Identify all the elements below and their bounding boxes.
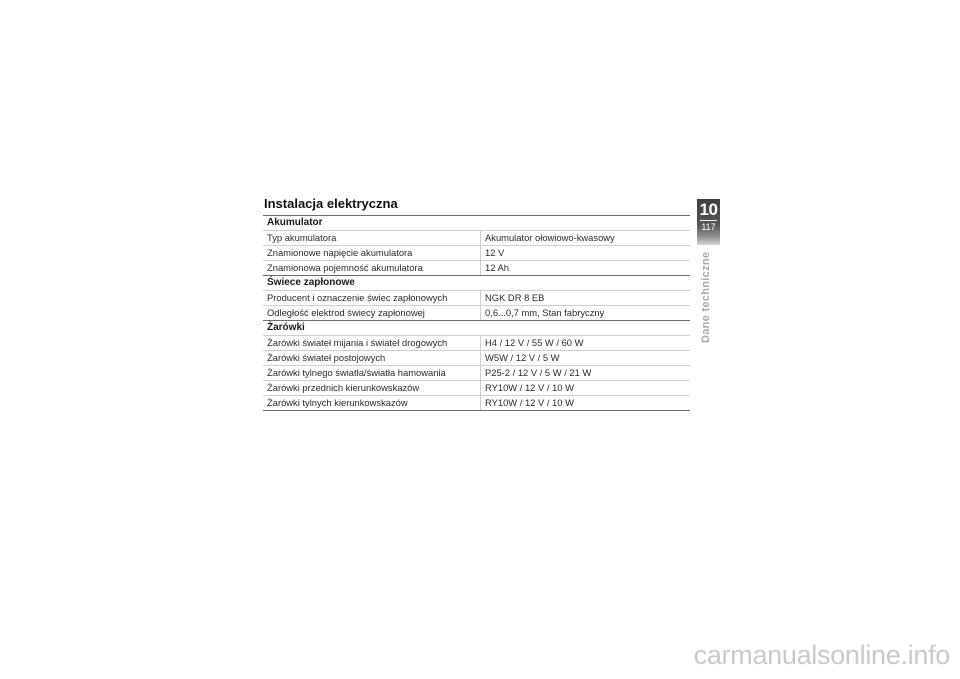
section-title: Instalacja elektryczna — [264, 196, 398, 211]
chapter-number: 10 — [699, 200, 718, 219]
row-label: Odległość elektrod świecy zapłonowej — [263, 306, 481, 320]
group-title: Żarówki — [263, 320, 690, 335]
row-label: Żarówki świateł postojowych — [263, 351, 481, 365]
row-value: P25-2 / 12 V / 5 W / 21 W — [485, 367, 592, 378]
row-value: 12 Ah — [485, 262, 509, 273]
row-value: RY10W / 12 V / 10 W — [485, 382, 574, 393]
table-row — [263, 395, 690, 411]
group-swiece-zaplonowe — [263, 275, 690, 320]
table-row — [263, 305, 690, 320]
row-value: NGK DR 8 EB — [485, 292, 545, 303]
table-row — [263, 380, 690, 395]
group-zarowki — [263, 320, 690, 411]
table-row — [263, 335, 690, 350]
row-label: Żarówki przednich kierunkowskazów — [263, 381, 481, 395]
row-value: 0,6...0,7 mm, Stan fabryczny — [485, 307, 605, 318]
table-row — [263, 260, 690, 275]
chapter-tab — [697, 199, 720, 245]
group-title: Akumulator — [263, 215, 690, 230]
row-value: RY10W / 12 V / 10 W — [485, 397, 574, 408]
group-title: Świece zapłonowe — [263, 275, 690, 290]
table-row — [263, 245, 690, 260]
chapter-divider — [700, 220, 717, 221]
row-label: Żarówki tylnych kierunkowskazów — [263, 396, 481, 410]
group-akumulator — [263, 215, 690, 275]
page-number: 117 — [701, 222, 716, 232]
row-value: Akumulator ołowiowo-kwasowy — [485, 232, 615, 243]
table-row — [263, 290, 690, 305]
row-label: Żarówki tylnego światła/światła hamowania — [263, 366, 481, 380]
table-row — [263, 365, 690, 380]
row-label: Typ akumulatora — [263, 231, 481, 245]
row-label: Znamionowa pojemność akumulatora — [263, 261, 481, 275]
table-row — [263, 230, 690, 245]
row-value: 12 V — [485, 247, 505, 258]
table-row — [263, 350, 690, 365]
watermark: carmanualsonline.info — [693, 640, 950, 670]
chapter-side-label: Dane techniczne — [700, 251, 712, 343]
spec-table — [263, 215, 690, 411]
row-value: W5W / 12 V / 5 W — [485, 352, 560, 363]
row-value: H4 / 12 V / 55 W / 60 W — [485, 337, 584, 348]
row-label: Żarówki świateł mijania i świateł drogowych — [263, 336, 481, 350]
row-label: Producent i oznaczenie świec zapłonowych — [263, 291, 481, 305]
row-label: Znamionowe napięcie akumulatora — [263, 246, 481, 260]
